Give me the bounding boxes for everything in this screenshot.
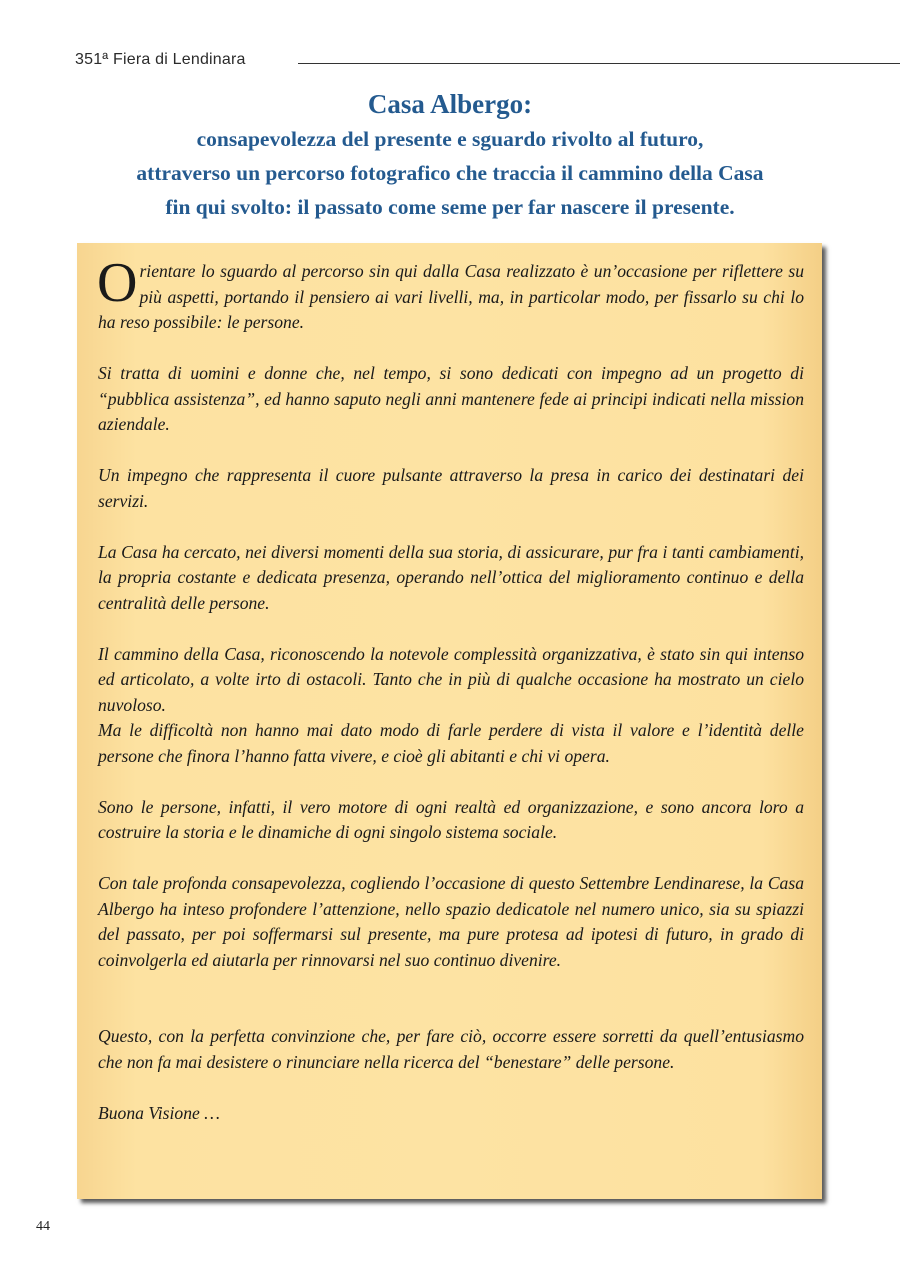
paragraph: Il cammino della Casa, riconoscendo la notevole complessità organizzativa, è stato sin qui intenso ed articolato, a volte irto di ostacoli. Tanto che in più di qualche occasione ha mostrato un cielo nuvoloso. — [98, 643, 804, 715]
article-title: Casa Albergo: — [367, 89, 533, 119]
paragraph: Sono le persone, infatti, il vero motore di ogni realtà ed organizzazione, e sono ancora loro a costruire la storia e le dinamiche di ogni singolo sistema sociale. — [98, 796, 804, 842]
drop-cap: O — [97, 252, 138, 314]
paragraph: Un impegno che rappresenta il cuore pulsante attraverso la presa in carico dei destinatari dei servizi. — [98, 465, 804, 511]
running-header-title: 351ª Fiera di Lendinara — [75, 51, 246, 68]
paragraph: Con tale profonda consapevolezza, cogliendo l’occasione di questo Settembre Lendinarese, la Casa Albergo ha inteso profondere l’attenzione, nello spazio dedicatole nel numero unico, sia su spiazzi del passato, per poi soffermarsi sul presente, ma pure protesa ad ipotesi di futuro, in grado di coinvolgerla ed aiutarla per rinnovarsi nel suo continuo divenire. — [98, 873, 804, 970]
article-subtitle-line-3: fin qui svolto: il passato come seme per far nascere il presente. — [165, 195, 735, 219]
text-panel — [77, 243, 822, 1199]
closing-line: Buona Visione … — [98, 1102, 220, 1123]
article-body — [97, 252, 804, 1152]
article-title-block — [60, 86, 840, 224]
page-number: 44 — [36, 1219, 50, 1234]
article-subtitle-line-2: attraverso un percorso fotografico che traccia il cammino della Casa — [136, 161, 764, 185]
paragraph: Ma le difficoltà non hanno mai dato modo di farle perdere di vista il valore e l’identità delle persone che finora l’hanno fatta vivere, e cioè gli abitanti e chi vi opera. — [98, 720, 804, 766]
article-subtitle-line-1: consapevolezza del presente e sguardo rivolto al futuro, — [196, 127, 704, 151]
header-rule — [298, 63, 900, 64]
paragraph: La Casa ha cercato, nei diversi momenti della sua storia, di assicurare, pur fra i tanti cambiamenti, la propria costante e dedicata presenza, operando nell’ottica del miglioramento continuo e della centralità delle persone. — [98, 541, 804, 613]
paragraph-intro — [97, 252, 804, 336]
paragraph: Si tratta di uomini e donne che, nel tempo, si sono dedicati con impegno ad un progetto di “pubblica assistenza”, ed hanno saputo negli anni mantenere fede ai principi indicati nella mission aziendale. — [98, 363, 804, 434]
paragraph-intro-text: rientare lo sguardo al percorso sin qui dalla Casa realizzato è un’occasione per riflettere su più aspetti, portando il pensiero ai vari livelli, ma, in particolar modo, per fissarlo su chi lo ha reso possibile: le persone. — [98, 261, 804, 332]
paragraph: Questo, con la perfetta convinzione che, per fare ciò, occorre essere sorretti da quell’entusiasmo che non fa mai desistere o rinunciare nella ricerca del “benestare” delle persone. — [98, 1026, 804, 1072]
